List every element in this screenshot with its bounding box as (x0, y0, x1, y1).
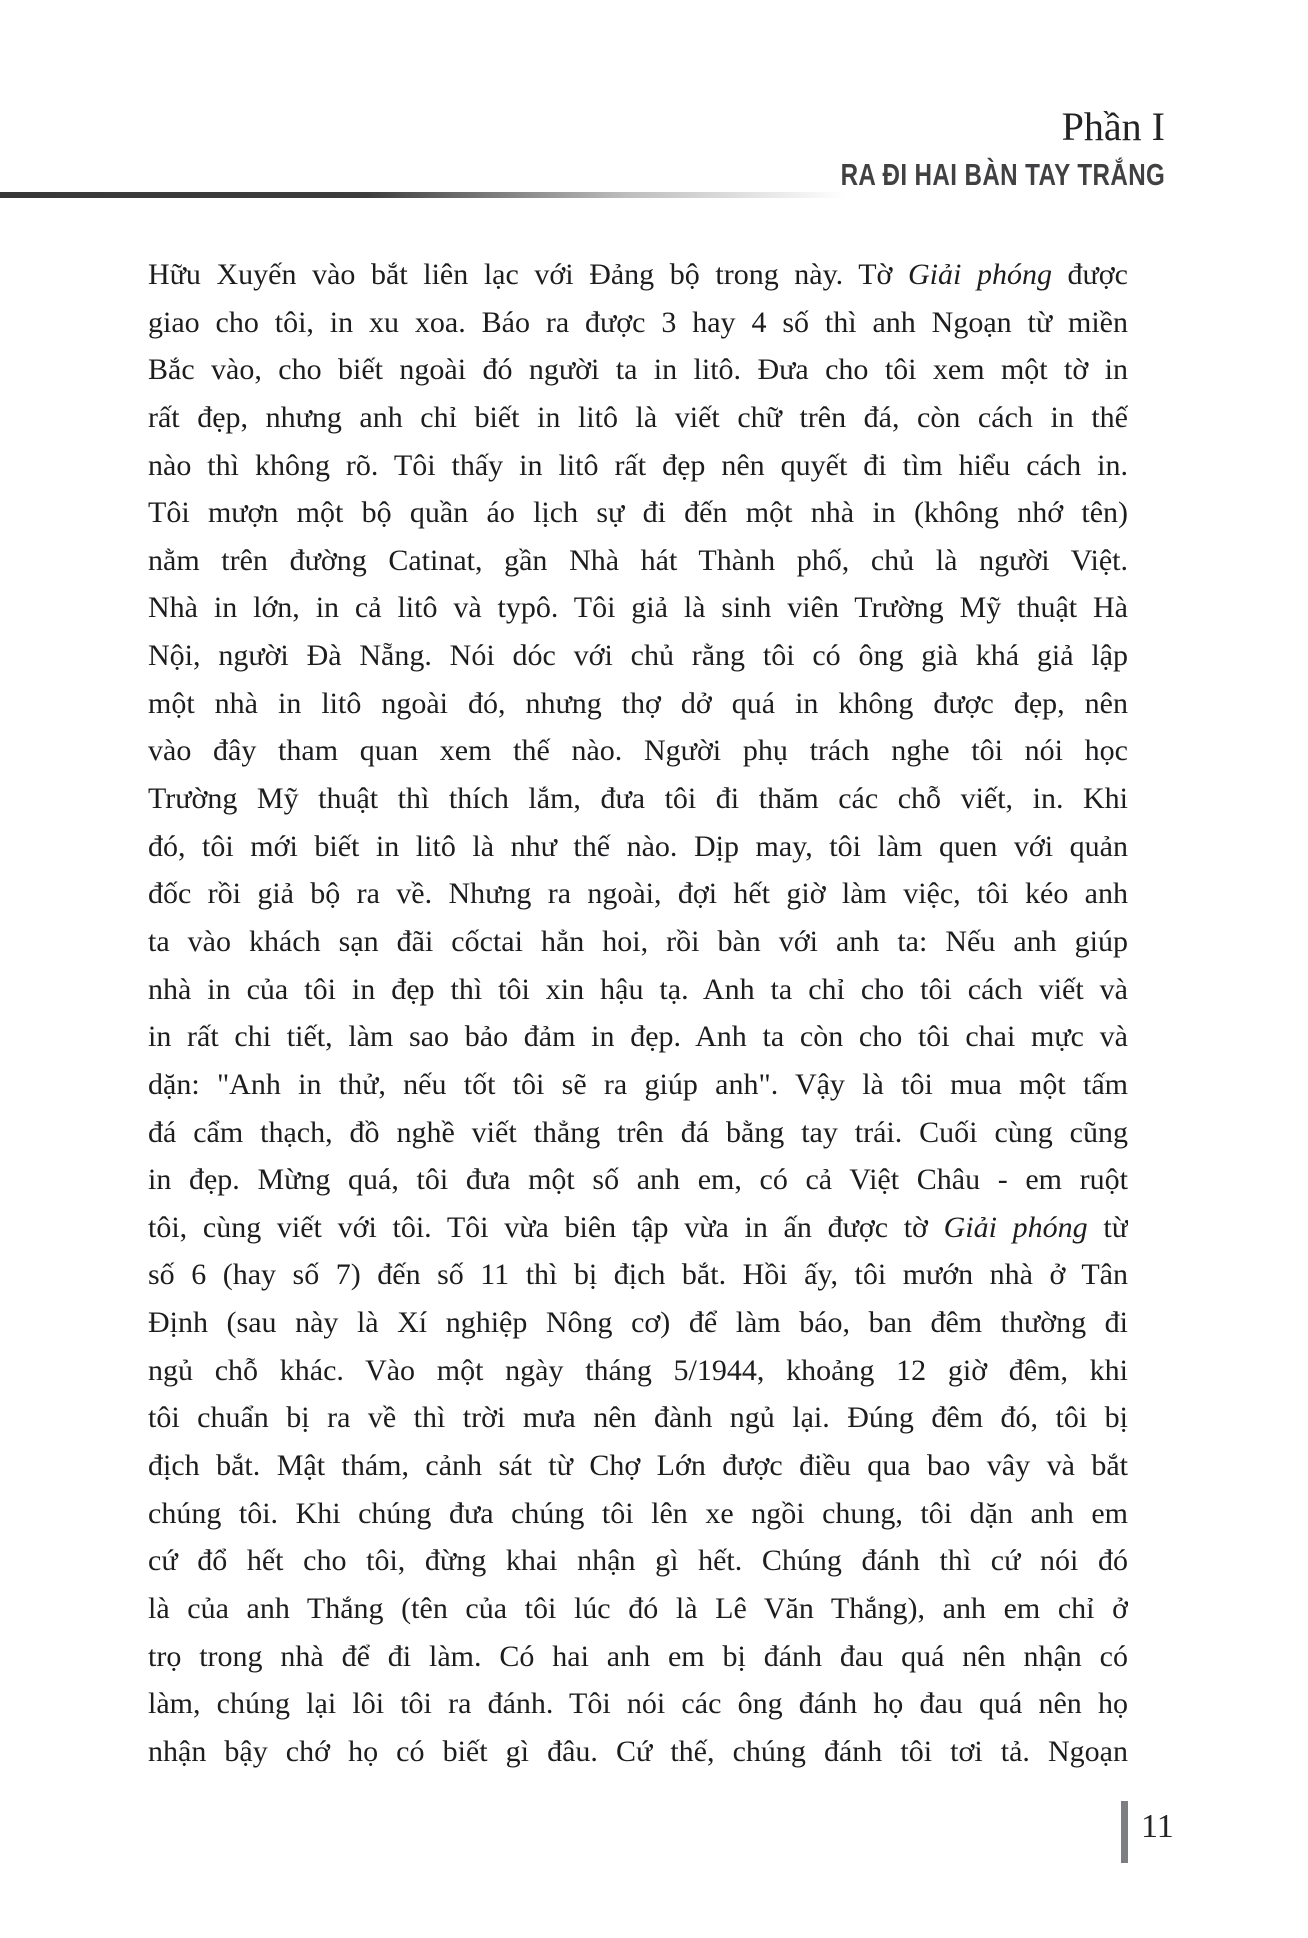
text-line (148, 1680, 1128, 1728)
text-line (148, 442, 1128, 490)
text-segment: làm, chúng lại lôi tôi ra đánh. Tôi nói các ông đánh họ đau quá nên họ (148, 1687, 1128, 1721)
text-segment: Tôi mượn một bộ quần áo lịch sự đi đến một nhà in (không nhớ tên) (148, 496, 1128, 530)
text-line (148, 1537, 1128, 1585)
text-segment: từ (1087, 1210, 1128, 1244)
text-segment: chúng tôi. Khi chúng đưa chúng tôi lên xe ngồi chung, tôi dặn anh em (148, 1496, 1128, 1530)
text-segment: là của anh Thắng (tên của tôi lúc đó là Lê Văn Thắng), anh em chỉ ở (148, 1591, 1128, 1625)
text-line (148, 394, 1128, 442)
body-text (148, 251, 1128, 1776)
text-segment: nằm trên đường Catinat, gần Nhà hát Thành phố, chủ là người Việt. (148, 543, 1128, 577)
text-segment: tôi, cùng viết với tôi. Tôi vừa biên tập vừa in ấn được tờ (148, 1210, 944, 1244)
text-line (148, 870, 1128, 918)
text-segment: Bắc vào, cho biết ngoài đó người ta in litô. Đưa cho tôi xem một tờ in (148, 353, 1128, 387)
text-segment: số 6 (hay số 7) đến số 11 thì bị địch bắt. Hồi ấy, tôi mướn nhà ở Tân (148, 1258, 1128, 1292)
text-segment: một nhà in litô ngoài đó, nhưng thợ dở quá in không được đẹp, nên (148, 686, 1128, 720)
text-line (148, 299, 1128, 347)
text-line (148, 1204, 1128, 1252)
text-line (148, 1347, 1128, 1395)
text-segment: cứ đổ hết cho tôi, đừng khai nhận gì hết. Chúng đánh thì cứ nói đó (148, 1544, 1128, 1578)
folio-bar (1121, 1801, 1128, 1863)
text-segment: địch bắt. Mật thám, cảnh sát từ Chợ Lớn được điều qua bao vây và bắt (148, 1449, 1128, 1483)
text-line (148, 918, 1128, 966)
text-line (148, 727, 1128, 775)
text-line (148, 1633, 1128, 1681)
text-segment: ngủ chỗ khác. Vào một ngày tháng 5/1944, khoảng 12 giờ đêm, khi (148, 1353, 1128, 1387)
italic-text: Giải phóng (943, 1210, 1088, 1244)
text-segment: rất đẹp, nhưng anh chỉ biết in litô là viết chữ trên đá, còn cách in thế (148, 400, 1128, 434)
text-segment: dặn: "Anh in thử, nếu tốt tôi sẽ ra giúp anh". Vậy là tôi mua một tấm (148, 1067, 1128, 1101)
text-line (148, 251, 1128, 299)
text-segment: in rất chi tiết, làm sao bảo đảm in đẹp. Anh ta còn cho tôi chai mực và (148, 1020, 1128, 1054)
text-line (148, 1442, 1128, 1490)
text-segment: Định (sau này là Xí nghiệp Nông cơ) để làm báo, ban đêm thường đi (148, 1306, 1128, 1340)
text-segment: được (1051, 258, 1128, 291)
italic-text: Giải phóng (908, 258, 1052, 291)
text-line (148, 1394, 1128, 1442)
text-line (148, 346, 1128, 394)
text-line (148, 1061, 1128, 1109)
text-segment: ta vào khách sạn đãi cốctai hẳn hoi, rồi bàn với anh ta: Nếu anh giúp (148, 924, 1128, 958)
text-segment: đá cẩm thạch, đồ nghề viết thẳng trên đá bằng tay trái. Cuối cùng cũng (148, 1115, 1128, 1149)
text-line (148, 680, 1128, 728)
text-segment: đó, tôi mới biết in litô là như thế nào. Dịp may, tôi làm quen với quản (148, 829, 1128, 863)
text-segment: in đẹp. Mừng quá, tôi đưa một số anh em, có cả Việt Châu - em ruột (148, 1163, 1128, 1197)
text-segment: Trường Mỹ thuật thì thích lắm, đưa tôi đi thăm các chỗ viết, in. Khi (148, 782, 1128, 816)
text-segment: đốc rồi giả bộ ra về. Nhưng ra ngoài, đợi hết giờ làm việc, tôi kéo anh (148, 877, 1128, 911)
text-line (148, 823, 1128, 871)
text-line (148, 632, 1128, 680)
text-segment: Hữu Xuyến vào bắt liên lạc với Đảng bộ trong này. Tờ (148, 258, 909, 291)
text-line (148, 1728, 1128, 1776)
text-segment: nào thì không rõ. Tôi thấy in litô rất đẹp nên quyết đi tìm hiểu cách in. (148, 448, 1128, 482)
chapter-title: RA ĐI HAI BÀN TAY TRẮNG (840, 157, 1165, 192)
text-segment: nhà in của tôi in đẹp thì tôi xin hậu tạ. Anh ta chỉ cho tôi cách viết và (148, 972, 1128, 1006)
text-segment: trọ trong nhà để đi làm. Có hai anh em bị đánh đau quá nên nhận có (148, 1639, 1128, 1673)
text-line (148, 537, 1128, 585)
text-segment: nhận bậy chớ họ có biết gì đâu. Cứ thế, chúng đánh tôi tơi tả. Ngoạn (148, 1734, 1128, 1768)
text-line (148, 489, 1128, 537)
text-segment: Nhà in lớn, in cả litô và typô. Tôi giả là sinh viên Trường Mỹ thuật Hà (148, 591, 1128, 625)
text-line (148, 775, 1128, 823)
part-label: Phần I (1061, 104, 1165, 149)
text-line (148, 1490, 1128, 1538)
page-number: 11 (1141, 1808, 1174, 1845)
text-line (148, 1251, 1128, 1299)
text-line (148, 584, 1128, 632)
text-line (148, 1299, 1128, 1347)
text-segment: vào đây tham quan xem thế nào. Người phụ trách nghe tôi nói học (148, 734, 1128, 768)
text-segment: Nội, người Đà Nẵng. Nói dóc với chủ rằng tôi có ông già khá giả lập (148, 639, 1128, 673)
text-line (148, 1156, 1128, 1204)
header-rule (0, 192, 872, 198)
text-segment: giao cho tôi, in xu xoa. Báo ra được 3 hay 4 số thì anh Ngoạn từ miền (148, 305, 1128, 339)
text-segment: tôi chuẩn bị ra về thì trời mưa nên đành ngủ lại. Đúng đêm đó, tôi bị (148, 1401, 1128, 1435)
text-line (148, 966, 1128, 1014)
text-line (148, 1109, 1128, 1157)
text-line (148, 1013, 1128, 1061)
text-line (148, 1585, 1128, 1633)
